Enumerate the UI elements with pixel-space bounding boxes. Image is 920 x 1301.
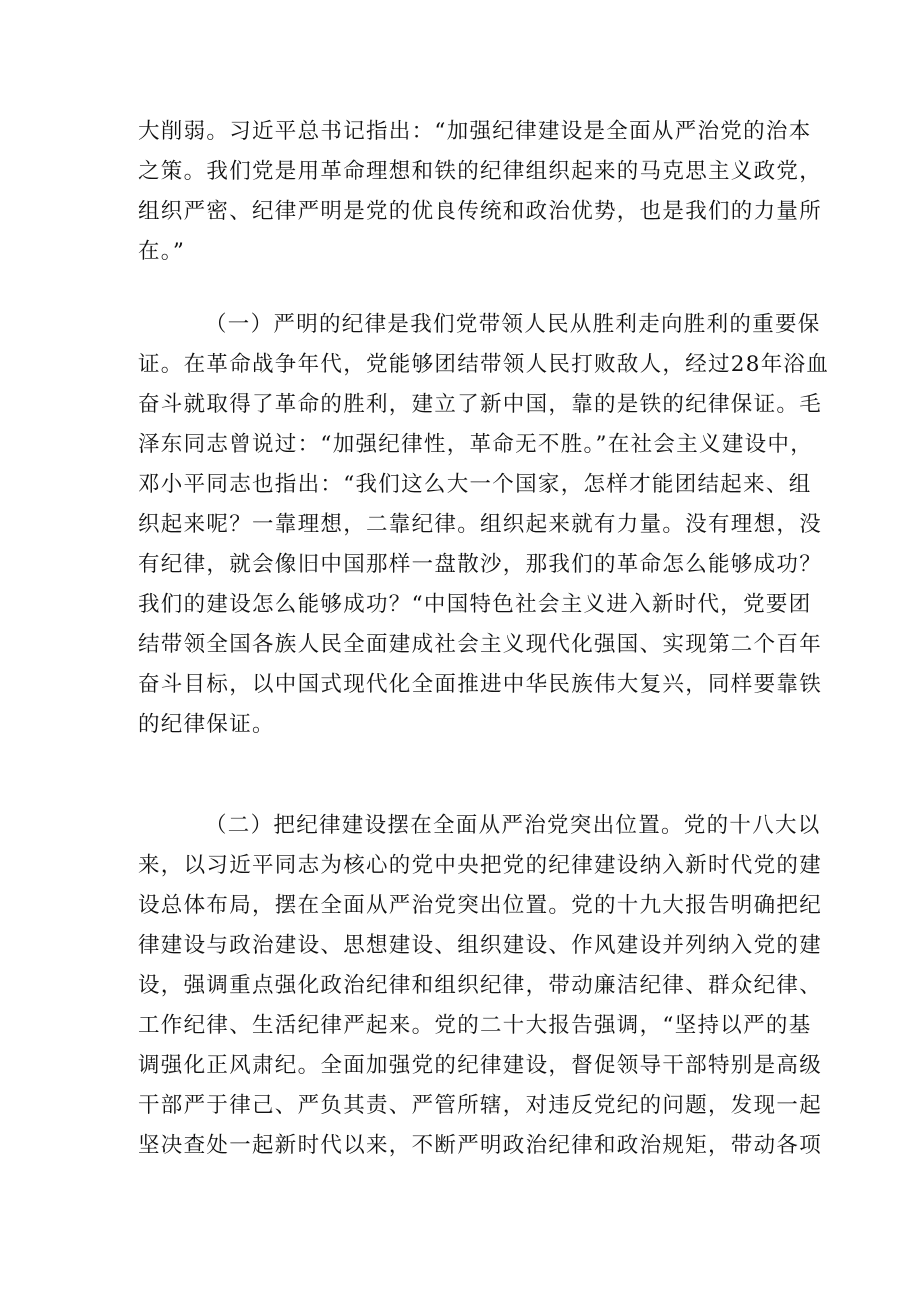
- text-line: 来，以习近平同志为核心的党中央把党的纪律建设纳入新时代党的建: [138, 853, 823, 878]
- text-line: 证。在革命战争年代，党能够团结带领人民打败敌人，经过28年浴血: [138, 352, 830, 377]
- text-line: 在。”: [138, 239, 186, 264]
- text-line: 奋斗目标，以中国式现代化全面推进中华民族伟大复兴，同样要靠铁: [138, 672, 823, 697]
- text-line: 设，强调重点强化政治纪律和组织纪律，带动廉洁纪律、群众纪律、: [138, 973, 823, 998]
- text-line: 之策。我们党是用革命理想和铁的纪律组织起来的马克思主义政党，: [138, 159, 823, 184]
- text-line: 邓小平同志也指出：“我们这么大一个国家，怎样才能团结起来、组: [138, 472, 812, 497]
- paragraph-section-two: [138, 806, 823, 1166]
- text-line: 泽东同志曾说过：“加强纪律性，革命无不胜。”在社会主义建设中，: [138, 432, 814, 457]
- text-line: 大削弱。习近平总书记指出：“加强纪律建设是全面从严治党的治本: [138, 119, 812, 144]
- text-line: 调强化正风肃纪。全面加强党的纪律建设，督促领导干部特别是高级: [138, 1053, 823, 1078]
- text-line: 的纪律保证。: [138, 712, 275, 737]
- text-line: 组织严密、纪律严明是党的优良传统和政治优势，也是我们的力量所: [138, 199, 823, 224]
- text-line: 干部严于律己、严负其责、严管所辖，对违反党纪的问题，发现一起: [138, 1093, 823, 1118]
- section-one-heading-line: （一）严明的纪律是我们党带领人民从胜利走向胜利的重要保: [205, 312, 821, 337]
- paragraph-section-one: [138, 305, 830, 745]
- text-line: 织起来呢？一靠理想，二靠纪律。组织起来就有力量。没有理想，没: [138, 512, 823, 537]
- section-two-heading-line: （二）把纪律建设摆在全面从严治党突出位置。党的十八大以: [205, 813, 821, 838]
- text-line: 有纪律，就会像旧中国那样一盘散沙，那我们的革命怎么能够成功？: [138, 552, 823, 577]
- text-line: 工作纪律、生活纪律严起来。党的二十大报告强调，“坚持以严的基: [138, 1013, 812, 1038]
- text-line: 奋斗就取得了革命的胜利，建立了新中国，靠的是铁的纪律保证。毛: [138, 392, 823, 417]
- text-line: 我们的建设怎么能够成功？“中国特色社会主义进入新时代，党要团: [138, 592, 812, 617]
- text-line: 结带领全国各族人民全面建成社会主义现代化强国、实现第二个百年: [138, 632, 823, 657]
- text-line: 设总体布局，摆在全面从严治党突出位置。党的十九大报告明确把纪: [138, 893, 823, 918]
- text-line: 坚决查处一起新时代以来，不断严明政治纪律和政治规矩，带动各项: [138, 1133, 823, 1158]
- paragraph-intro: [138, 112, 823, 272]
- text-line: 律建设与政治建设、思想建设、组织建设、作风建设并列纳入党的建: [138, 933, 823, 958]
